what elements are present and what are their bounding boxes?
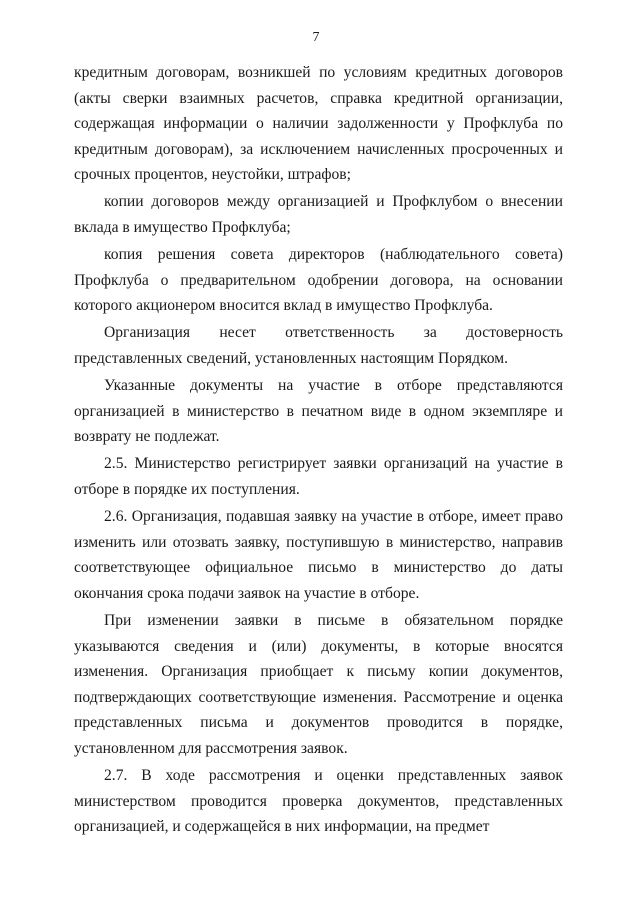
page-number: 7 — [312, 30, 320, 45]
document-body — [74, 60, 563, 840]
paragraph-2-6: 2.6. Организация, подавшая заявку на участие в отборе, имеет право изменить или отозвать заявку, поступившую в министерство, направив соответствующее официальное письмо в министерство до даты окончания срока подачи заявок на участие в отборе. — [74, 508, 563, 602]
paragraph-documents-submission: Указанные документы на участие в отборе представляются организацией в министерство в печатном виде в одном экземпляре и возврату не подлежат. — [74, 377, 563, 446]
paragraph-2-5: 2.5. Министерство регистрирует заявки организаций на участие в отборе в порядке их поступления. — [74, 455, 563, 498]
paragraph-credit-debt: кредитным договорам, возникшей по условиям кредитных договоров (акты сверки взаимных расчетов, справка кредитной организации, содержащая информации о наличии задолженности у Профклуба по кредитным договорам), за исключением начисленных просроченных и срочных процентов, неустойки, штрафов; — [74, 64, 563, 184]
paragraph-2-7: 2.7. В ходе рассмотрения и оценки представленных заявок министерством проводится проверка документов, представленных организацией, и содержащейся в них информации, на предмет — [74, 767, 563, 836]
paragraph-application-changes: При изменении заявки в письме в обязательном порядке указываются сведения и (или) документы, в которые вносятся изменения. Организация приобщает к письму копии документов, подтверждающих соответствующие изменения. Рассмотрение и оценка представленных письма и документов проводится в порядке, установленном для рассмотрения заявок. — [74, 611, 563, 757]
paragraph-responsibility: Организация несет ответственность за достоверность представленных сведений, установленных настоящим Порядком. — [74, 324, 563, 368]
paragraph-board-decision: копия решения совета директоров (наблюдательного совета) Профклуба о предварительном одобрении договора, на основании которого акционером вносится вклад в имущество Профклуба. — [74, 246, 563, 315]
paragraph-contract-copies: копии договоров между организацией и Профклубом о внесении вклада в имущество Профклуба; — [74, 193, 563, 237]
